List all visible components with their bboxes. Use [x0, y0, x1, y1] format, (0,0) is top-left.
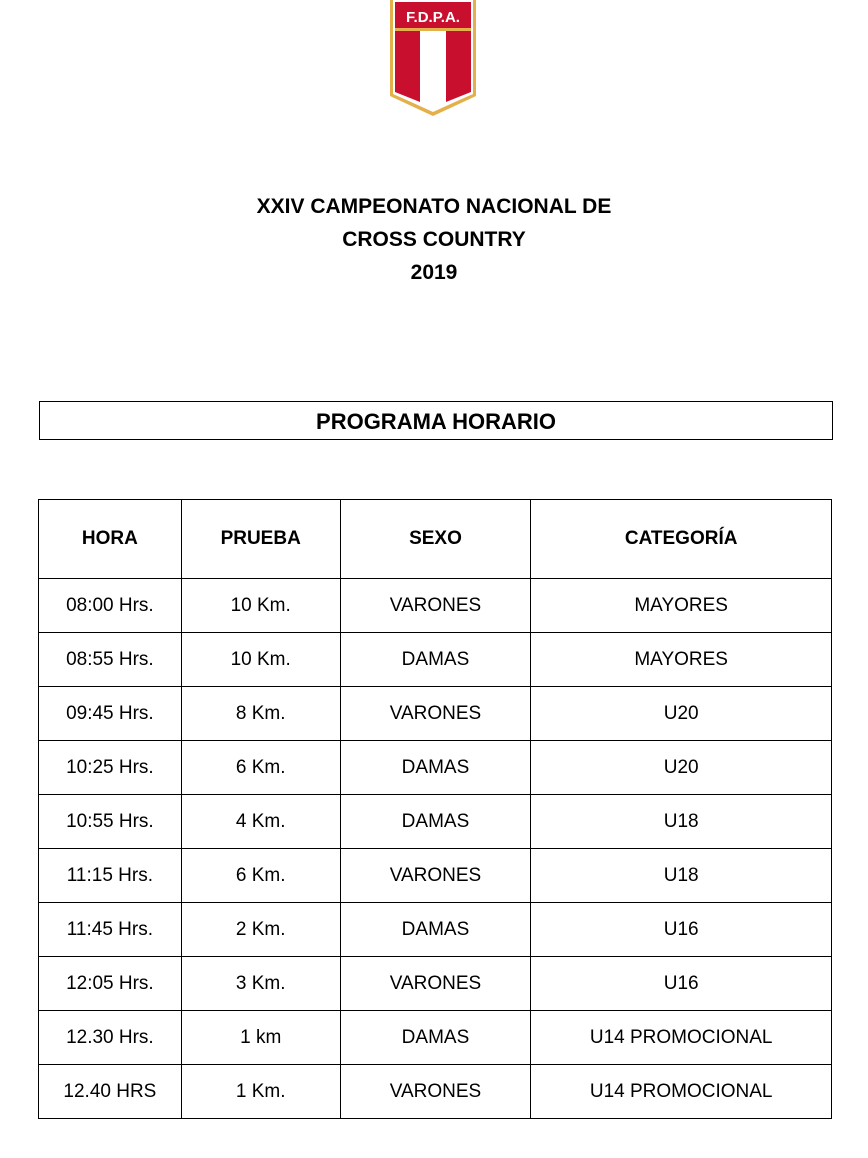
document-title: [0, 190, 868, 289]
cell-prueba: 1 Km.: [181, 1065, 340, 1119]
fdpa-logo: [389, 0, 477, 116]
cell-sexo: VARONES: [340, 957, 531, 1011]
table-row: [39, 741, 832, 795]
cell-categoria: MAYORES: [531, 579, 832, 633]
cell-hora: 12.30 Hrs.: [39, 1011, 182, 1065]
cell-prueba: 1 km: [181, 1011, 340, 1065]
title-line-2: CROSS COUNTRY: [342, 228, 526, 251]
cell-sexo: DAMAS: [340, 903, 531, 957]
table-row: [39, 957, 832, 1011]
cell-hora: 11:45 Hrs.: [39, 903, 182, 957]
table-row: [39, 687, 832, 741]
cell-hora: 12.40 HRS: [39, 1065, 182, 1119]
cell-categoria: U16: [531, 957, 832, 1011]
cell-prueba: 10 Km.: [181, 579, 340, 633]
cell-categoria: U16: [531, 903, 832, 957]
cell-categoria: MAYORES: [531, 633, 832, 687]
table-row: [39, 903, 832, 957]
table-row: [39, 579, 832, 633]
cell-sexo: DAMAS: [340, 741, 531, 795]
cell-sexo: VARONES: [340, 849, 531, 903]
table-row: [39, 795, 832, 849]
table-row: [39, 633, 832, 687]
table-row: [39, 1065, 832, 1119]
cell-hora: 09:45 Hrs.: [39, 687, 182, 741]
cell-sexo: DAMAS: [340, 1011, 531, 1065]
cell-prueba: 2 Km.: [181, 903, 340, 957]
cell-sexo: VARONES: [340, 579, 531, 633]
header-prueba: PRUEBA: [181, 500, 340, 579]
cell-hora: 11:15 Hrs.: [39, 849, 182, 903]
cell-prueba: 8 Km.: [181, 687, 340, 741]
cell-sexo: DAMAS: [340, 633, 531, 687]
schedule-table: [38, 499, 832, 1119]
title-line-1: XXIV CAMPEONATO NACIONAL DE: [256, 195, 612, 218]
program-title: PROGRAMA HORARIO: [316, 409, 556, 434]
table-header-row: [39, 500, 832, 579]
header-hora: HORA: [39, 500, 182, 579]
cell-hora: 12:05 Hrs.: [39, 957, 182, 1011]
cell-prueba: 4 Km.: [181, 795, 340, 849]
cell-prueba: 6 Km.: [181, 849, 340, 903]
cell-hora: 08:00 Hrs.: [39, 579, 182, 633]
header-categoria: CATEGORÍA: [531, 500, 832, 579]
header-sexo: SEXO: [340, 500, 531, 579]
cell-sexo: VARONES: [340, 687, 531, 741]
cell-categoria: U18: [531, 795, 832, 849]
table-row: [39, 1011, 832, 1065]
logo-text: F.D.P.A.: [406, 9, 460, 26]
cell-categoria: U20: [531, 741, 832, 795]
cell-prueba: 3 Km.: [181, 957, 340, 1011]
cell-categoria: U18: [531, 849, 832, 903]
cell-hora: 10:25 Hrs.: [39, 741, 182, 795]
title-line-3: 2019: [410, 261, 458, 284]
cell-hora: 10:55 Hrs.: [39, 795, 182, 849]
cell-hora: 08:55 Hrs.: [39, 633, 182, 687]
cell-categoria: U14 PROMOCIONAL: [531, 1065, 832, 1119]
cell-sexo: VARONES: [340, 1065, 531, 1119]
cell-sexo: DAMAS: [340, 795, 531, 849]
table-row: [39, 849, 832, 903]
cell-prueba: 10 Km.: [181, 633, 340, 687]
program-title-box: [39, 401, 833, 440]
cell-categoria: U20: [531, 687, 832, 741]
cell-categoria: U14 PROMOCIONAL: [531, 1011, 832, 1065]
cell-prueba: 6 Km.: [181, 741, 340, 795]
